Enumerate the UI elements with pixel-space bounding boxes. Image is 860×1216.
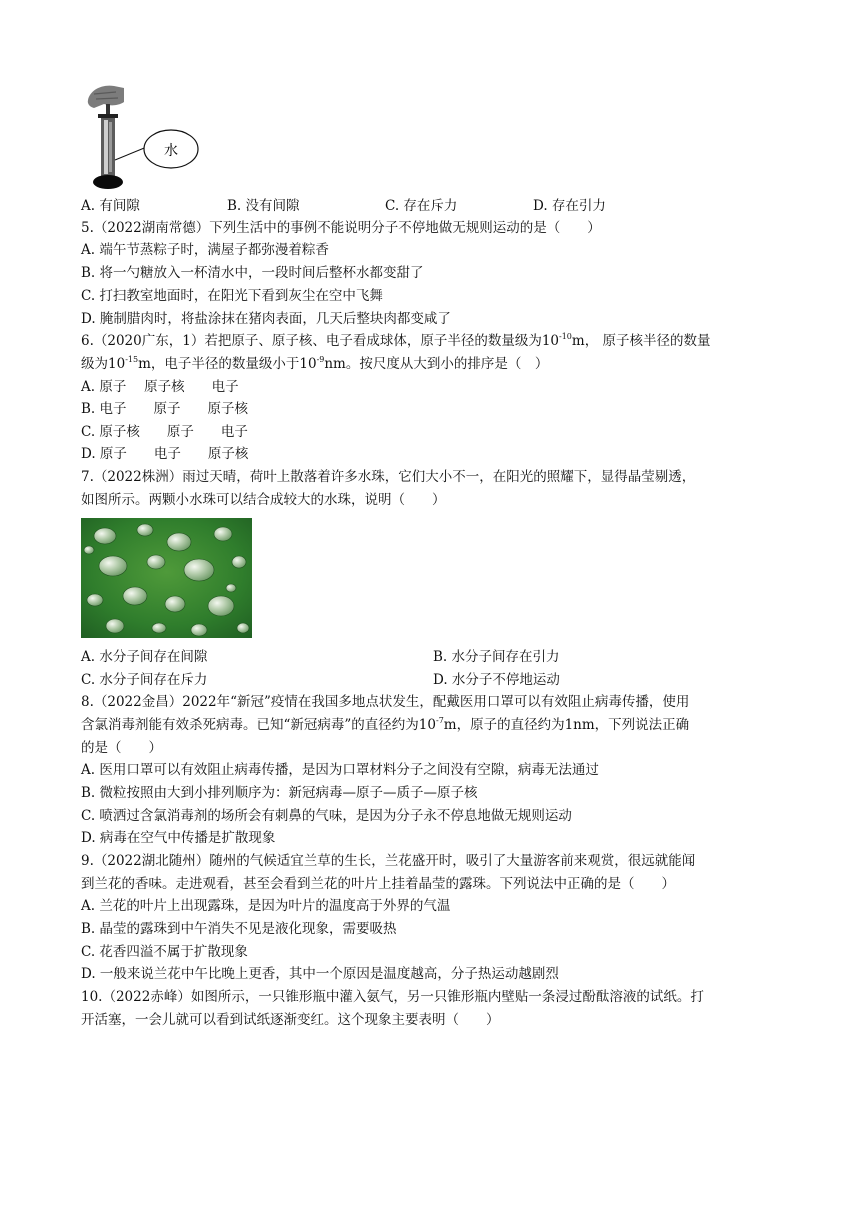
q5-option-b: B. 将一勺糖放入一杯清水中，一段时间后整杯水都变甜了 <box>81 265 424 281</box>
q8-option-d: D. 病毒在空气中传播是扩散现象 <box>81 830 276 846</box>
q4-option-d: D. 存在引力 <box>533 198 606 214</box>
q9-stem-line2: 到兰花的香味。走进观看，甚至会看到兰花的叶片上挂着晶莹的露珠。下列说法中正确的是（ ） <box>81 876 675 892</box>
q7-option-a: A. 水分子间存在间隙 <box>81 649 208 665</box>
q10-stem-line2: 开活塞，一会儿就可以看到试纸逐渐变红。这个现象主要表明（ ） <box>81 1012 500 1028</box>
q5-option-d: D. 腌制腊肉时，将盐涂抹在猪肉表面，几天后整块肉都变咸了 <box>81 311 451 327</box>
q6-l2-a: 级为10 <box>81 356 126 372</box>
q8-stem-line3: 的是（ ） <box>81 740 162 756</box>
q5-option-a: A. 端午节蒸粽子时，满屋子都弥漫着粽香 <box>81 242 329 258</box>
q5-option-c: C. 打扫教室地面时，在阳光下看到灰尘在空中飞舞 <box>81 288 383 304</box>
q9-option-c: C. 花香四溢不属于扩散现象 <box>81 944 248 960</box>
q10-stem-line1: 10.（2022赤峰）如图所示，一只锥形瓶中灌入氨气，另一只锥形瓶内壁贴一条浸过酚酞溶液的试纸。打 <box>81 989 704 1005</box>
q6-l2-c: nm。按尺度从大到小的排序是（ ） <box>324 356 549 372</box>
q7-option-d: D. 水分子不停地运动 <box>433 672 560 688</box>
q7-stem-line1: 7.（2022株洲）雨过天晴，荷叶上散落着许多水珠，它们大小不一，在阳光的照耀下，显得晶莹剔透， <box>81 469 696 485</box>
q6-option-a: A. 原子 原子核 电子 <box>81 379 239 395</box>
q5-stem: 5.（2022湖南常德）下列生活中的事例不能说明分子不停地做无规则运动的是（ ） <box>81 220 601 236</box>
q6-option-b: B. 电子 原子 原子核 <box>81 401 249 417</box>
q9-option-d: D. 一般来说兰花中午比晚上更香，其中一个原因是温度越高，分子热运动越剧烈 <box>81 966 559 982</box>
q8-l2-b: m，原子的直径约为1nm，下列说法正确 <box>443 717 690 733</box>
q6-l1-exp: -10 <box>559 332 572 341</box>
q6-l1-b: m， 原子核半径的数量 <box>571 333 711 349</box>
q6-l2-b: m，电子半径的数量级小于10 <box>138 356 317 372</box>
q9-option-a: A. 兰花的叶片上出现露珠，是因为叶片的温度高于外界的气温 <box>81 898 451 914</box>
q8-l2-a: 含氯消毒剂能有效杀死病毒。已知“新冠病毒”的直径约为10 <box>81 717 436 733</box>
q8-option-b: B. 微粒按照由大到小排列顺序为：新冠病毒—原子—质子—原子核 <box>81 785 478 801</box>
q8-option-c: C. 喷洒过含氯消毒剂的场所会有刺鼻的气味，是因为分子永不停息地做无规则运动 <box>81 808 572 824</box>
q9-stem-line1: 9.（2022湖北随州）随州的气候适宜兰草的生长，兰花盛开时，吸引了大量游客前来观赏，很远就能闻 <box>81 853 696 869</box>
q6-option-c: C. 原子核 原子 电子 <box>81 424 248 440</box>
q7-option-c: C. 水分子间存在斥力 <box>81 672 208 688</box>
q6-l2-exp2: -9 <box>316 355 325 364</box>
q4-option-b: B. 没有间隙 <box>227 198 300 214</box>
q8-l2-exp: -7 <box>435 716 444 725</box>
water-label: 水 <box>164 143 178 159</box>
q7-option-b: B. 水分子间存在引力 <box>433 649 560 665</box>
lotus-droplets-photo <box>81 518 252 638</box>
q8-stem-line1: 8.（2022金昌）2022年“新冠”疫情在我国多地点状发生，配戴医用口罩可以有效阻止病毒传播，使用 <box>81 694 690 710</box>
syringe-figure <box>80 82 215 194</box>
q6-stem-line2 <box>81 354 548 374</box>
q4-option-c: C. 存在斥力 <box>385 198 458 214</box>
q8-stem-line2 <box>81 715 689 735</box>
q6-l1-a: 6.（2020广东，1）若把原子、原子核、电子看成球体，原子半径的数量级为10 <box>81 333 560 349</box>
q6-stem-line1 <box>81 331 711 351</box>
q9-option-b: B. 晶莹的露珠到中午消失不见是液化现象，需要吸热 <box>81 921 397 937</box>
q6-option-d: D. 原子 电子 原子核 <box>81 446 249 462</box>
q4-option-a: A. 有间隙 <box>81 198 140 214</box>
q7-stem-line2: 如图所示。两颗小水珠可以结合成较大的水珠，说明（ ） <box>81 492 446 508</box>
q6-l2-exp1: -15 <box>125 355 139 364</box>
q8-option-a: A. 医用口罩可以有效阻止病毒传播，是因为口罩材料分子之间没有空隙，病毒无法通过 <box>81 762 599 778</box>
